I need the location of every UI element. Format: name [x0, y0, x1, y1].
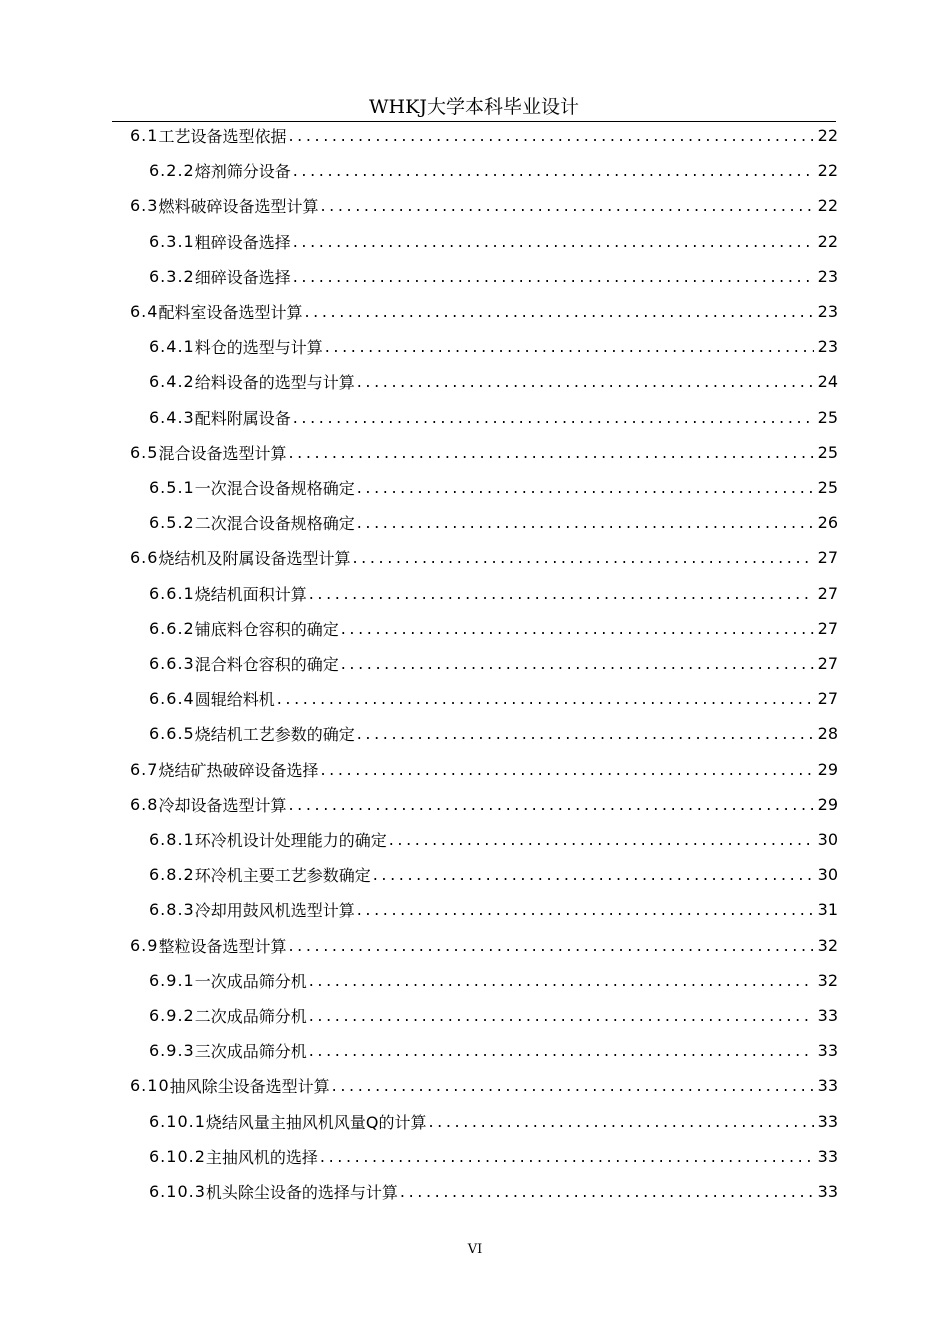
toc-entry-number: 6.5.2: [149, 513, 195, 533]
toc-entry[interactable]: [149, 400, 838, 435]
toc-entry[interactable]: [149, 1033, 838, 1068]
toc-leader-dots: [320, 760, 813, 779]
toc-entry-title: 烧结机工艺参数的确定: [194, 725, 355, 745]
toc-entry-number: 6.4.3: [149, 407, 195, 427]
toc-entry[interactable]: [149, 153, 838, 188]
toc-leader-dots: [357, 372, 814, 391]
toc-entry-number: 6.6: [130, 548, 159, 568]
toc-entry-title: 抽风除尘设备选型计算: [169, 1077, 330, 1097]
toc-leader-dots: [288, 795, 813, 814]
toc-entry-number: 6.6.1: [149, 583, 195, 603]
toc-entry-title: 二次混合设备规格确定: [194, 514, 355, 534]
page-number: VI: [467, 1242, 483, 1257]
toc-leader-dots: [357, 513, 814, 532]
toc-entry-page: 23: [817, 337, 838, 357]
toc-entry-page: 33: [817, 1041, 838, 1061]
toc-entry-page: 33: [817, 1006, 838, 1025]
toc-entry-page: 22: [817, 126, 838, 145]
toc-leader-dots: [309, 584, 814, 603]
toc-entry-number: 6.5: [130, 442, 159, 462]
toc-entry-number: 6.3.2: [149, 266, 195, 286]
toc-leader-dots: [304, 302, 813, 321]
toc-entry[interactable]: [149, 646, 838, 681]
toc-entry-number: 6.8.1: [149, 830, 195, 849]
toc-entry-page: 30: [817, 830, 838, 849]
toc-entry-number: 6.5.1: [149, 478, 195, 497]
toc-entry-title: 配料附属设备: [194, 408, 291, 428]
toc-entry[interactable]: [149, 329, 838, 364]
toc-entry-page: 31: [817, 900, 838, 920]
toc-entry-page: 27: [817, 689, 838, 709]
toc-entry-title: 冷却用鼓风机选型计算: [194, 901, 355, 921]
toc-leader-dots: [429, 1112, 814, 1131]
toc-entry-title: 燃料破碎设备选型计算: [158, 197, 319, 217]
toc-entry-page: 27: [817, 654, 838, 673]
toc-entry-title: 配料室设备选型计算: [158, 303, 303, 322]
toc-entry-title: 机头除尘设备的选择与计算: [205, 1183, 398, 1202]
toc-entry-number: 6.6.3: [149, 654, 195, 673]
toc-entry-page: 33: [817, 1182, 838, 1201]
toc-leader-dots: [293, 408, 814, 427]
toc-entry[interactable]: [149, 364, 838, 399]
toc-entry-title: 整粒设备选型计算: [158, 936, 287, 956]
toc-entry[interactable]: [149, 1174, 838, 1209]
toc-entry-title: 烧结风量主抽风机风量Q的计算: [205, 1112, 427, 1132]
toc-entry-number: 6.10.2: [149, 1146, 206, 1166]
toc-entry-page: 28: [817, 724, 838, 744]
toc-entry-page: 27: [817, 548, 838, 568]
toc-entry-number: 6.10.1: [149, 1111, 206, 1131]
toc-entry[interactable]: [149, 857, 838, 892]
toc-entry-page: 33: [817, 1111, 838, 1131]
toc-entry[interactable]: [149, 1104, 838, 1139]
toc-entry[interactable]: [149, 224, 838, 259]
toc-entry[interactable]: [130, 188, 838, 223]
toc-entry-page: 25: [817, 407, 838, 427]
toc-entry-number: 6.7: [130, 759, 159, 779]
toc-entry[interactable]: [130, 1068, 838, 1103]
toc-entry-number: 6.2.2: [149, 161, 195, 181]
toc-entry-number: 6.9: [130, 935, 159, 955]
toc-entry-number: 6.6.4: [149, 689, 195, 709]
toc-entry-title: 圆辊给料机: [194, 690, 275, 710]
toc-leader-dots: [309, 1006, 814, 1025]
toc-entry-page: 33: [817, 1146, 838, 1166]
toc-leader-dots: [309, 1041, 814, 1060]
toc-entry-number: 6.8.3: [149, 900, 195, 920]
toc-entry-title: 细碎设备选择: [194, 267, 291, 287]
toc-entry-title: 粗碎设备选择: [194, 232, 291, 252]
toc-leader-dots: [325, 337, 814, 356]
toc-entry-number: 6.6.2: [149, 618, 195, 638]
toc-entry-number: 6.10.3: [149, 1182, 206, 1201]
toc-entry-number: 6.3.1: [149, 231, 195, 251]
toc-entry-number: 6.8: [130, 794, 159, 814]
toc-entry-page: 29: [817, 794, 838, 814]
toc-leader-dots: [400, 1182, 814, 1201]
toc-entry[interactable]: [149, 716, 838, 751]
toc-entry-number: 6.3: [130, 196, 159, 216]
toc-entry-page: 25: [817, 478, 838, 497]
toc-entry-title: 给料设备的选型与计算: [194, 373, 355, 393]
toc-entry-title: 二次成品筛分机: [194, 1007, 307, 1026]
toc-entry[interactable]: [149, 998, 838, 1033]
toc-entry-page: 29: [817, 759, 838, 779]
toc-entry-number: 6.1: [130, 126, 159, 145]
toc-entry-number: 6.8.2: [149, 865, 195, 885]
toc-entry-title: 混合设备选型计算: [158, 443, 287, 463]
toc-entry[interactable]: [149, 611, 838, 646]
toc-entry-number: 6.9.3: [149, 1041, 195, 1061]
toc-entry[interactable]: [149, 259, 838, 294]
toc-entry-title: 三次成品筛分机: [194, 1042, 307, 1062]
toc-entry-page: 33: [817, 1076, 838, 1096]
page-header-title: WHKJ大学本科毕业设计: [369, 96, 579, 118]
toc-entry-title: 料仓的选型与计算: [194, 338, 323, 358]
toc-leader-dots: [293, 161, 814, 180]
toc-leader-dots: [341, 619, 814, 638]
toc-leader-dots: [357, 724, 814, 743]
toc-entry[interactable]: [149, 681, 838, 716]
toc-entry-page: 24: [817, 372, 838, 392]
toc-entry[interactable]: [130, 928, 838, 963]
toc-leader-dots: [288, 936, 813, 955]
toc-entry-number: 6.4.2: [149, 372, 195, 392]
toc-entry-page: 26: [817, 513, 838, 533]
toc-entry-title: 烧结机及附属设备选型计算: [158, 549, 351, 569]
toc-entry-title: 烧结矿热破碎设备选择: [158, 760, 319, 780]
toc-entry-title: 主抽风机的选择: [205, 1147, 318, 1167]
toc-leader-dots: [309, 971, 814, 990]
toc-entry-number: 6.4.1: [149, 337, 195, 357]
toc-leader-dots: [373, 865, 814, 884]
toc-entry-title: 烧结机面积计算: [194, 584, 307, 604]
toc-entry-page: 25: [817, 442, 838, 462]
toc-entry-title: 铺底料仓容积的确定: [194, 619, 339, 639]
toc-entry-title: 环冷机设计处理能力的确定: [194, 831, 387, 850]
toc-entry-page: 32: [817, 935, 838, 955]
toc-entry[interactable]: [130, 540, 838, 575]
toc-leader-dots: [357, 900, 814, 919]
toc-entry-page: 27: [817, 583, 838, 603]
toc-entry-title: 冷却设备选型计算: [158, 795, 287, 815]
toc-entry-page: 30: [817, 865, 838, 885]
toc-entry[interactable]: [149, 822, 838, 857]
toc-entry-number: 6.9.2: [149, 1006, 195, 1025]
toc-leader-dots: [320, 196, 813, 215]
toc-entry[interactable]: [149, 892, 838, 927]
toc-entry[interactable]: [149, 505, 838, 540]
toc-entry[interactable]: [149, 576, 838, 611]
toc-entry[interactable]: [130, 435, 838, 470]
toc-entry[interactable]: [130, 118, 838, 153]
toc-entry[interactable]: [130, 752, 838, 787]
toc-entry[interactable]: [149, 470, 838, 505]
toc-leader-dots: [288, 443, 813, 462]
toc-entry[interactable]: [149, 963, 838, 998]
toc-entry[interactable]: [149, 1139, 838, 1174]
toc-leader-dots: [352, 548, 813, 567]
toc-leader-dots: [332, 1076, 814, 1095]
toc-entry-number: 6.9.1: [149, 970, 195, 990]
toc-leader-dots: [320, 1147, 814, 1166]
toc-entry-page: 27: [817, 618, 838, 638]
toc-leader-dots: [389, 830, 814, 849]
toc-entry-page: 22: [817, 161, 838, 181]
toc-entry-page: 23: [817, 266, 838, 286]
toc-entry-page: 32: [817, 970, 838, 990]
toc-entry-page: 23: [817, 302, 838, 321]
toc-leader-dots: [293, 232, 814, 251]
toc-entry-page: 22: [817, 196, 838, 216]
toc-entry-number: 6.10: [130, 1076, 170, 1096]
toc-entry-title: 一次混合设备规格确定: [194, 479, 355, 498]
toc-entry-number: 6.6.5: [149, 724, 195, 744]
toc-entry-title: 工艺设备选型依据: [158, 127, 287, 146]
toc-leader-dots: [277, 689, 814, 708]
toc-leader-dots: [341, 654, 814, 673]
toc-entry[interactable]: [130, 787, 838, 822]
toc-entry-page: 22: [817, 231, 838, 251]
toc-entry-title: 环冷机主要工艺参数确定: [194, 866, 371, 886]
toc-leader-dots: [357, 478, 814, 497]
toc-leader-dots: [293, 267, 814, 286]
toc-entry-title: 一次成品筛分机: [194, 971, 307, 991]
toc-entry[interactable]: [130, 294, 838, 329]
toc-entry-title: 熔剂筛分设备: [194, 162, 291, 182]
toc-leader-dots: [288, 126, 813, 145]
toc-entry-number: 6.4: [130, 302, 159, 321]
toc-entry-title: 混合料仓容积的确定: [194, 655, 339, 674]
